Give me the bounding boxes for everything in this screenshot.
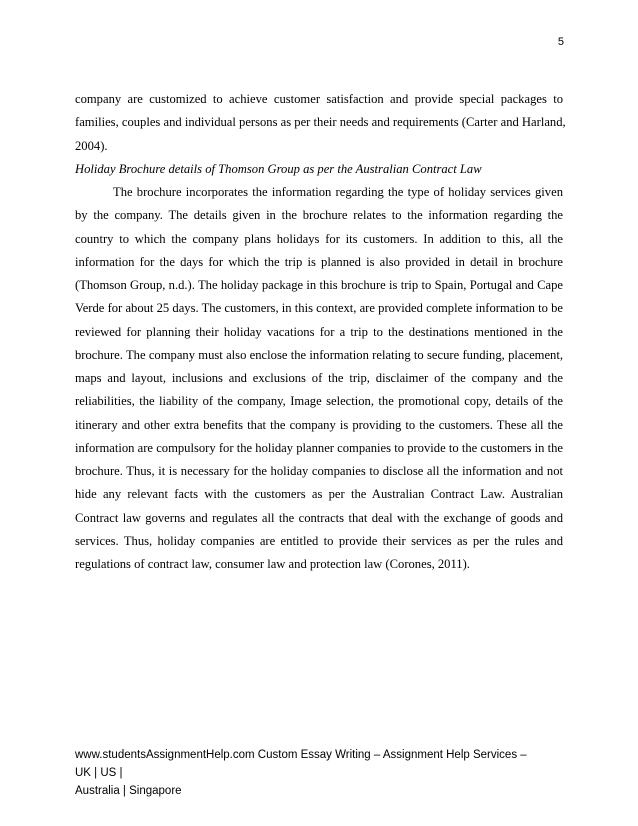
text-line: regulations of contract law, consumer law and protection law (Corones, 2011). [75,557,470,571]
text-line: by the company. The details given in the brochure relates to the information regarding the [75,208,563,223]
section-heading: Holiday Brochure details of Thomson Group as per the Australian Contract Law [75,161,482,176]
text-line: hide any relevant facts with the customers as per the Australian Contract Law. Australian [75,487,563,502]
text-line: families, couples and individual persons as per their needs and requirements (Carter and Harland, [75,115,566,130]
page-footer [75,746,545,800]
footer-line: Australia | Singapore [75,785,182,797]
text-line: information are compulsory for the holiday planner companies to provide to the customers in the [75,440,563,455]
text-line: reviewed for planning their holiday vacations for a trip to the destinations mentioned in the [75,324,563,339]
text-line: information for the days for which the trip is planned is also provided in detail in brochure [75,254,563,269]
body-text [75,88,566,576]
text-line: Contract law governs and regulates all the contracts that deal with the exchange of goods and [75,510,563,525]
text-line: company are customized to achieve customer satisfaction and provide special packages to [75,92,563,106]
page-number: 5 [557,36,564,48]
text-line: 2004). [75,138,108,153]
text-line: country to which the company plans holidays for its customers. In addition to this, all the [75,231,563,246]
text-line: The brochure incorporates the information regarding the type of holiday services given [113,185,563,199]
text-line: brochure. The company must also enclose the information relating to secure funding, placement, [75,347,563,362]
text-line: brochure. Thus, it is necessary for the holiday companies to disclose all the information and not [75,464,563,478]
text-line: reliabilities, the liability of the company, Image selection, the promotional copy, details of the [75,394,563,409]
text-line: maps and layout, inclusions and exclusions of the trip, disclaimer of the company and the [75,371,563,385]
text-line: (Thomson Group, n.d.). The holiday package in this brochure is trip to Spain, Portugal and Cape [75,278,563,292]
text-line: Verde for about 25 days. The customers, in this context, are provided complete information to be [75,301,563,316]
text-line: itinerary and other extra benefits that the company is providing to the customers. These all the [75,417,563,432]
text-line: services. Thus, holiday companies are entitled to provide their services as per the rules and [75,533,563,548]
footer-line: www.studentsAssignmentHelp.com Custom Essay Writing – Assignment Help Services – UK | US | [75,749,527,779]
